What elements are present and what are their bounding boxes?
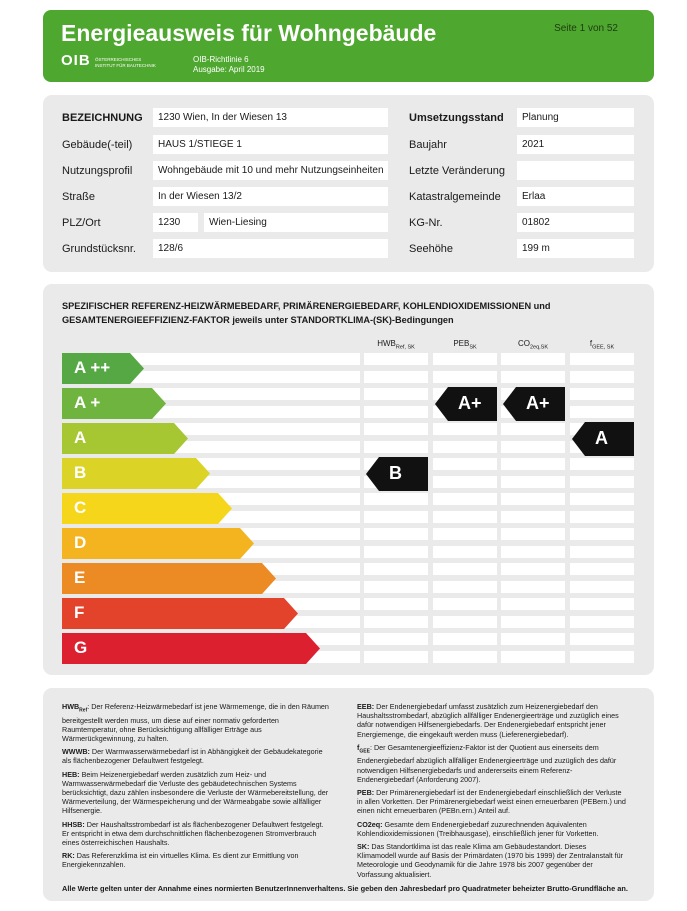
- field-letzte-veraenderung: [517, 161, 634, 180]
- label-plz-ort: PLZ/Ort: [62, 217, 101, 229]
- rating-marker-label: A+: [526, 392, 550, 413]
- logo-line-1: ÖSTERREICHISCHES: [95, 57, 142, 62]
- def-hwb: $HWB_{Ref}$: Der Referenz-Heizwärmebedarf ist jene Wärmemenge, die in den Räumen bereitgestellt werden muss, um diese auf einer normativ geforderten Raumtemperatur, ohne Berücksichtigung allfälliger Erträge aus Wärmerückgewinnung, zu halten.: [62, 702, 329, 744]
- energy-band-arrow: [62, 493, 232, 524]
- energy-band: [62, 563, 276, 594]
- grid-cell: [501, 476, 565, 488]
- field-grundstuecksnr: 128/6: [153, 239, 388, 258]
- grid-cell: [570, 476, 634, 488]
- grid-cell: [501, 441, 565, 453]
- grid-cell: [433, 633, 497, 645]
- def-peb: PEB: Der Primärenergiebedarf ist der Endenergiebedarf einschließlich der Verluste in allen Vorketten. Der Primärenergiebedarf weist einen erneuerbaren (PEBern.) und einen nicht erneuerbaren (PEBn.ern.) Anteil auf.: [357, 788, 626, 816]
- grid-cell: [501, 633, 565, 645]
- page-number: Seite 1 von 52: [554, 23, 618, 34]
- rating-marker-label: B: [389, 462, 402, 483]
- definitions-right: [357, 702, 627, 879]
- label-gebaeudeteil: Gebäude(-teil): [62, 139, 133, 151]
- energy-band-label: A: [74, 428, 87, 447]
- label-letzte-veraenderung: Letzte Veränderung: [409, 165, 506, 177]
- grid-cell: [501, 353, 565, 365]
- column-header-fgee: $f_{GEE, SK}$: [589, 339, 615, 351]
- grid-cell: [570, 406, 634, 418]
- grid-cell: [433, 598, 497, 610]
- energy-band-arrow: [62, 563, 276, 594]
- grid-cell: [364, 581, 428, 593]
- grid-cell: [570, 651, 634, 663]
- energy-band-arrow: [62, 598, 298, 629]
- grid-cell: [501, 546, 565, 558]
- field-strasse: In der Wiesen 13/2: [153, 187, 388, 206]
- energy-band: [62, 633, 320, 664]
- building-data-panel: [43, 95, 654, 272]
- grid-cell: [433, 563, 497, 575]
- grid-cell: [501, 528, 565, 540]
- rating-heading: SPEZIFISCHER REFERENZ-HEIZWÄRMEBEDARF, PRIMÄRENERGIEBEDARF, KOHLENDIOXIDEMISSIONEN und GESAMTENERGIEEFFIZIENZ-FAKTOR jeweils unter STANDORTKLIMA-(SK)-Bedingungen: [62, 301, 551, 325]
- column-header-hwb: $HWB_{Ref, SK}$: [377, 339, 415, 351]
- grid-cell: [364, 353, 428, 365]
- grid-cell: [433, 493, 497, 505]
- grid-cell: [433, 528, 497, 540]
- grid-cell: [364, 406, 428, 418]
- grid-cell: [501, 493, 565, 505]
- energy-band: [62, 598, 298, 629]
- grid-cell: [364, 528, 428, 540]
- energy-band-label: A ++: [74, 358, 111, 377]
- grid-cell: [501, 371, 565, 383]
- logo-mark: OIB: [61, 52, 91, 69]
- grid-cell: [364, 598, 428, 610]
- field-bezeichnung: 1230 Wien, In der Wiesen 13: [153, 108, 388, 127]
- def-hhsb: HHSB: Der Haushaltsstrombedarf ist als flächenbezogener Defaultwert festgelegt. Er entspricht in etwa dem durchschnittlichen flächenbezogenen Stromverbrauch eines österreichischen Haushalts.: [62, 819, 324, 848]
- grid-cell: [570, 371, 634, 383]
- energy-band-label: G: [74, 638, 88, 657]
- grid-cell: [570, 616, 634, 628]
- energy-band: [62, 458, 210, 489]
- field-nutzungsprofil: Wohngebäude mit 10 und mehr Nutzungseinheiten: [153, 161, 388, 180]
- field-katastralgemeinde: Erlaa: [517, 187, 634, 206]
- rating-marker-fgee: [572, 422, 634, 456]
- label-strasse: Straße: [62, 191, 96, 203]
- grid-cell: [364, 633, 428, 645]
- logo-line-2: INSTITUT FÜR BAUTECHNIK: [95, 63, 156, 68]
- guideline: OIB-Richtlinie 6: [193, 55, 249, 64]
- grid-cell: [501, 423, 565, 435]
- label-bezeichnung: BEZEICHNUNG: [62, 112, 143, 124]
- grid-cell: [501, 458, 565, 470]
- grid-cell: [501, 651, 565, 663]
- label-grundstuecksnr: Grundstücksnr.: [62, 243, 136, 255]
- def-eeb: EEB: Der Endenergiebedarf umfasst zusätzlich zum Heizenergiebedarf den Haushaltsstrombedarf, abzüglich allfälliger Endenergieerträge und zuzüglich eines dafür notwendigen Hilfsenergiebedarfs. Der Endenergiebedarf entspricht jener Energiemenge, die eingekauft werden muss (Lieferenergiebedarf).: [357, 702, 619, 739]
- def-wwwb: WWWB: Der Warmwasserwärmebedarf ist in Abhängigkeit der Gebäudekategorie als flächenbezogener Defaultwert festgelegt.: [62, 747, 323, 766]
- field-baujahr: 2021: [517, 135, 634, 154]
- grid-cell: [433, 651, 497, 663]
- energy-band-label: F: [74, 603, 85, 622]
- label-baujahr: Baujahr: [409, 139, 447, 151]
- grid-cell: [570, 528, 634, 540]
- rating-marker-label: A+: [458, 392, 482, 413]
- rating-panel: [43, 284, 654, 675]
- document-title: Energieausweis für Wohngebäude: [61, 20, 437, 46]
- field-seehoehe: 199 m: [517, 239, 634, 258]
- grid-cell: [364, 616, 428, 628]
- def-heb: HEB: Beim Heizenergiebedarf werden zusätzlich zum Heiz- und Warmwasserwärmebedarf die Verluste des gebäudetechnischen Systems berücksichtigt, dazu zählen insbesondere die Verluste der Wärmebereitstellung, der Wärmeverteilung, der Wärmespeicherung und der Wärmeabgabe sowie allfälliger Hilfsenergie.: [62, 769, 329, 816]
- field-ort: Wien-Liesing: [204, 213, 388, 232]
- grid-cell: [364, 371, 428, 383]
- grid-cell: [570, 633, 634, 645]
- column-header-co2: $CO_{2eq,SK}$: [517, 339, 549, 351]
- grid-cell: [364, 511, 428, 523]
- grid-cell: [570, 546, 634, 558]
- label-kg-nr: KG-Nr.: [409, 217, 443, 229]
- def-sk: SK: Das Standortklima ist das reale Klima am Gebäudestandort. Dieses Klimamodell wurde auf Basis der Primärdaten (1970 bis 1999) der Zentralanstalt für Meteorologie und Geodynamik für die Jahre 1978 bis 2007 gegenüber der Vorfassung aktualisiert.: [357, 842, 624, 879]
- field-kg-nr: 01802: [517, 213, 634, 232]
- field-plz: 1230: [153, 213, 198, 232]
- grid-cell: [501, 616, 565, 628]
- energy-band-label: D: [74, 533, 87, 552]
- grid-cell: [570, 581, 634, 593]
- energy-band-label: C: [74, 498, 87, 517]
- rating-marker-hwb: [366, 457, 428, 491]
- label-nutzungsprofil: Nutzungsprofil: [62, 165, 133, 177]
- energy-band-arrow: [62, 633, 320, 664]
- label-seehoehe: Seehöhe: [409, 243, 454, 255]
- grid-cell: [364, 493, 428, 505]
- column-header-peb: $PEB_{SK}$: [453, 339, 477, 351]
- oib-logo: [61, 52, 181, 80]
- header-banner: [43, 10, 654, 82]
- grid-cell: [364, 388, 428, 400]
- grid-cell: [433, 476, 497, 488]
- label-umsetzungsstand: Umsetzungsstand: [409, 112, 504, 124]
- energy-band-label: E: [74, 568, 86, 587]
- definitions-panel: [43, 688, 654, 901]
- grid-cell: [433, 581, 497, 593]
- field-umsetzungsstand: Planung: [517, 108, 634, 127]
- energy-band: [62, 528, 254, 559]
- grid-cell: [433, 458, 497, 470]
- def-co2: CO2eq: Gesamte dem Endenergiebedarf zuzurechnenden äquivalenten Kohlendioxidemissionen (Treibhausgase), einschließlich jener für Vorketten.: [357, 819, 599, 838]
- grid-cell: [570, 353, 634, 365]
- grid-cell: [501, 598, 565, 610]
- rating-marker-co2eq: [503, 387, 565, 421]
- grid-cell: [570, 388, 634, 400]
- grid-cell: [364, 651, 428, 663]
- energy-band: [62, 388, 166, 419]
- field-gebaeudeteil: HAUS 1/STIEGE 1: [153, 135, 388, 154]
- grid-cell: [433, 423, 497, 435]
- edition: Ausgabe: April 2019: [193, 65, 265, 74]
- energy-band-arrow: [62, 528, 254, 559]
- footer-note: Alle Werte gelten unter der Annahme eines normierten BenutzerInnenverhaltens. Sie geben den Jahresbedarf pro Quadratmeter beheizter Brutto-Grundfläche an.: [62, 884, 628, 893]
- grid-cell: [570, 493, 634, 505]
- grid-cell: [433, 353, 497, 365]
- grid-cell: [364, 423, 428, 435]
- grid-cell: [501, 511, 565, 523]
- grid-cell: [570, 598, 634, 610]
- grid-cell: [364, 441, 428, 453]
- energy-band-label: B: [74, 463, 87, 482]
- grid-cell: [433, 546, 497, 558]
- energy-band-label: A +: [74, 393, 101, 412]
- grid-cell: [433, 371, 497, 383]
- def-rk: RK: Das Referenzklima ist ein virtuelles Klima. Es dient zur Ermittlung von Energiekennzahlen.: [62, 851, 299, 870]
- grid-cell: [570, 563, 634, 575]
- grid-cell: [570, 458, 634, 470]
- grid-cell: [501, 563, 565, 575]
- energy-band: [62, 493, 232, 524]
- definitions-left: [62, 702, 332, 870]
- guideline-info: [193, 55, 265, 75]
- def-fgee: $f_{GEE}$: Der Gesamtenergieeffizienz-Faktor ist der Quotient aus einerseits dem Endenergiebedarf abzüglich allfälliger Endenergieerträge und zuzüglich des dafür notwendigen Hilfsenergiebedarfs und andererseits einem Referenz-Endenergiebedarf (Anforderung 2007).: [357, 742, 617, 784]
- energy-band: [62, 423, 188, 454]
- label-katastralgemeinde: Katastralgemeinde: [409, 191, 501, 203]
- grid-cell: [433, 616, 497, 628]
- grid-cell: [570, 511, 634, 523]
- energy-band: [62, 353, 144, 384]
- grid-cell: [501, 581, 565, 593]
- grid-cell: [433, 511, 497, 523]
- rating-marker-peb: [435, 387, 497, 421]
- grid-cell: [364, 563, 428, 575]
- rating-marker-label: A: [595, 427, 608, 448]
- grid-cell: [364, 546, 428, 558]
- grid-cell: [433, 441, 497, 453]
